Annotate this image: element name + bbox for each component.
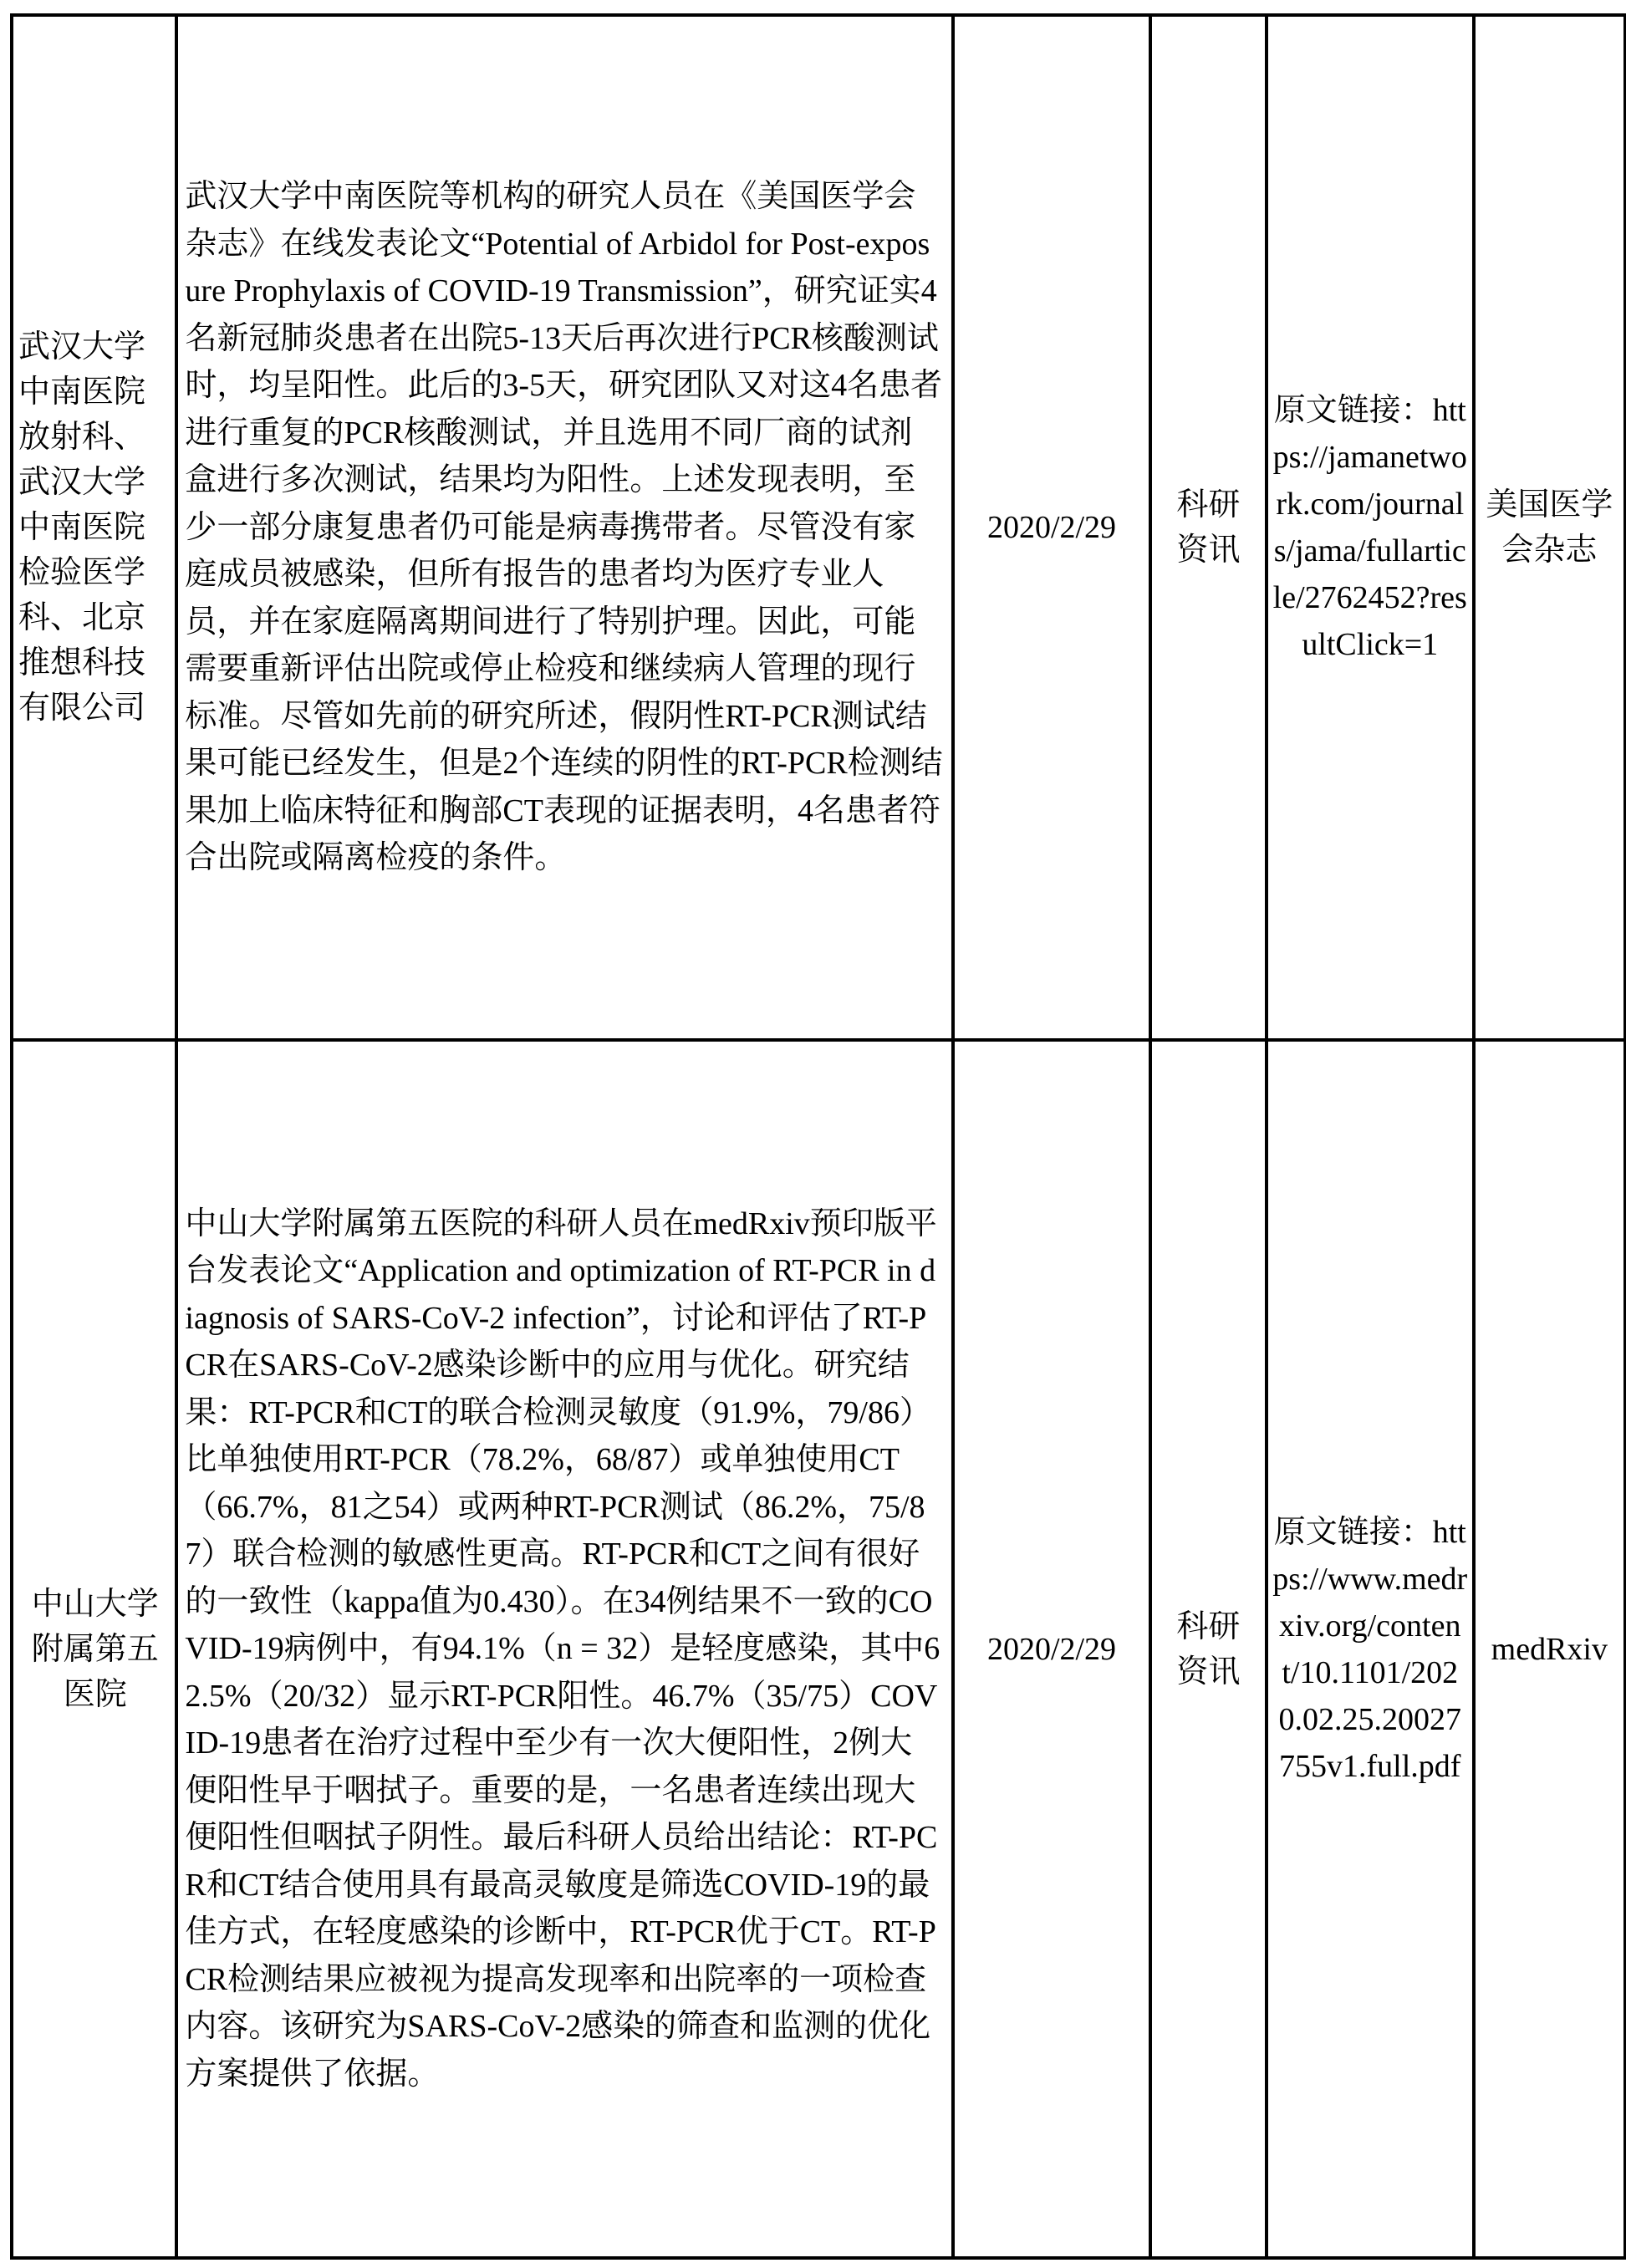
source-cell [1474,15,1625,1040]
summary-cell [176,15,953,1040]
institution-text: 武汉大学中南医院放射科、武汉大学中南医院检验医学科、北京推想科技有限公司 [18,329,146,726]
source-text: 美国医学会杂志 [1486,487,1613,568]
summary-text: 中山大学附属第五医院的科研人员在medRxiv预印版平台发表论文“Application and optimization of RT-PCR in diagnosis of SARS-CoV-2 infection”，讨论和评估了RT-PCR在SARS-CoV-2感染诊断中的应用与优化。研究结果：RT-PCR和CT的联合检测灵敏度（91.9%，79/86）比单独使用RT-PCR（78.2%，68/87）或单独使用CT（66.7%，81之54）或两种RT-PCR测试（86.2%，75/87）联合检测的敏感性更高。RT-PCR和CT之间有很好的一致性（kappa值为0.430）。在34例结果不一致的COVID-19病例中，有94.1%（n = 32）是轻度感染，其中62.5%（20/32）显示RT-PCR阳性。46.7%（35/75）COVID-19患者在治疗过程中至少有一次大便阳性，2例大便阳性早于咽拭子。重要的是，一名患者连续出现大便阳性但咽拭子阴性。最后科研人员给出结论：RT-PCR和CT结合使用具有最高灵敏度是筛选COVID-19的最佳方式，在轻度感染的诊断中，RT-PCR优于CT。RT-PCR检测结果应被视为提高发现率和出院率的一项检查内容。该研究为SARS-CoV-2感染的筛查和监测的优化方案提供了依据。 [185,1205,940,2092]
source-cell [1474,1040,1625,2258]
summary-text: 武汉大学中南医院等机构的研究人员在《美国医学会杂志》在线发表论文“Potential of Arbidol for Post-exposure Prophylaxis of COVID-19 Transmission”，研究证实4名新冠肺炎患者在出院5-13天后再次进行PCR核酸测试时，均呈阳性。此后的3-5天，研究团队又对这4名患者进行重复的PCR核酸测试，并且选用不同厂商的试剂盒进行多次测试，结果均为阳性。上述发现表明，至少一部分康复患者仍可能是病毒携带者。尽管没有家庭成员被感染，但所有报告的患者均为医疗专业人员，并在家庭隔离期间进行了特别护理。因此，可能需要重新评估出院或停止检疫和继续病人管理的现行标准。尽管如先前的研究所述，假阴性RT-PCR测试结果可能已经发生，但是2个连续的阴性的RT-PCR检测结果加上临床特征和胸部CT表现的证据表明，4名患者符合出院或隔离检疫的条件。 [185,179,943,876]
table-row [12,1040,1625,2258]
category-text: 科研资讯 [1176,1608,1241,1690]
table-row [12,15,1625,1040]
source-link[interactable]: 原文链接：https://jamanetwork.com/journals/jama/fullarticle/2762452?resultClick=1 [1272,393,1467,662]
news-table [10,13,1626,2260]
date-text: 2020/2/29 [986,1631,1117,1667]
date-cell [953,1040,1150,2258]
source-text: medRxiv [1491,1631,1608,1667]
category-cell [1150,15,1267,1040]
date-text: 2020/2/29 [986,510,1117,545]
institution-text: 中山大学附属第五医院 [31,1586,159,1712]
link-cell [1267,1040,1474,2258]
link-cell [1267,15,1474,1040]
summary-cell [176,1040,953,2258]
institution-cell [12,1040,176,2258]
category-text: 科研资讯 [1176,487,1241,568]
date-cell [953,15,1150,1040]
category-cell [1150,1040,1267,2258]
source-link[interactable]: 原文链接：https://www.medrxiv.org/content/10.1101/2020.02.25.20027755v1.full.pdf [1272,1514,1468,1784]
institution-cell [12,15,176,1040]
